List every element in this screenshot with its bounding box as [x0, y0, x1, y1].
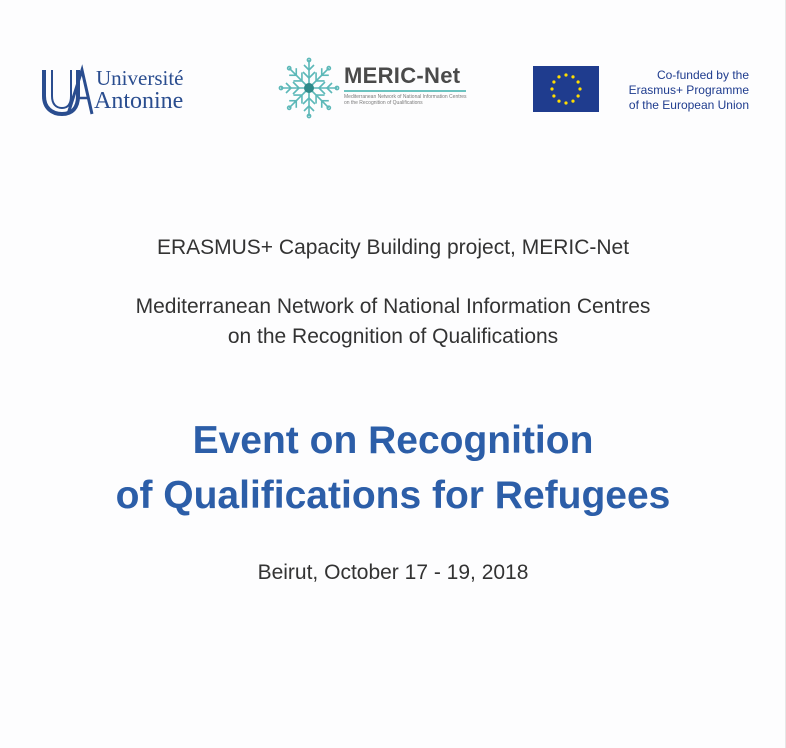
network-line2: on the Recognition of Qualifications [227, 325, 559, 348]
event-title [0, 413, 786, 523]
event-title-line2: of Qualifications for Refugees [115, 474, 671, 517]
ua-logo-line2: Antonine [94, 88, 184, 114]
eu-text-line1: Co-funded by the [656, 68, 749, 82]
event-title-line1: Event on Recognition [192, 419, 594, 462]
event-date: Beirut, October 17 - 19, 2018 [257, 561, 529, 584]
network-line1: Mediterranean Network of National Information Centres [135, 295, 651, 318]
eu-erasmus-logo [533, 66, 749, 112]
meric-net-divider [344, 90, 466, 92]
ua-monogram-icon [38, 62, 94, 118]
ua-logo-line1: Université [96, 66, 184, 90]
eu-cofunded-text [629, 68, 749, 113]
meric-net-subtitle-line1: Mediterranean Network of National Information Centres [344, 94, 467, 100]
eu-text-line3: of the European Union [628, 98, 749, 112]
meric-net-name: MERIC-Net [344, 63, 461, 88]
meric-net-logo [278, 57, 478, 121]
universite-antonine-logo [38, 62, 228, 118]
eu-text-line2: Erasmus+ Programme [628, 83, 749, 97]
snowflake-icon [278, 57, 340, 119]
network-name [0, 292, 786, 352]
meric-net-subtitle [344, 94, 470, 106]
meric-net-subtitle-line2: on the Recognition of Qualifications [344, 100, 423, 106]
eu-flag-icon [533, 66, 599, 112]
project-line: ERASMUS+ Capacity Building project, MERIC-Net [156, 236, 630, 259]
